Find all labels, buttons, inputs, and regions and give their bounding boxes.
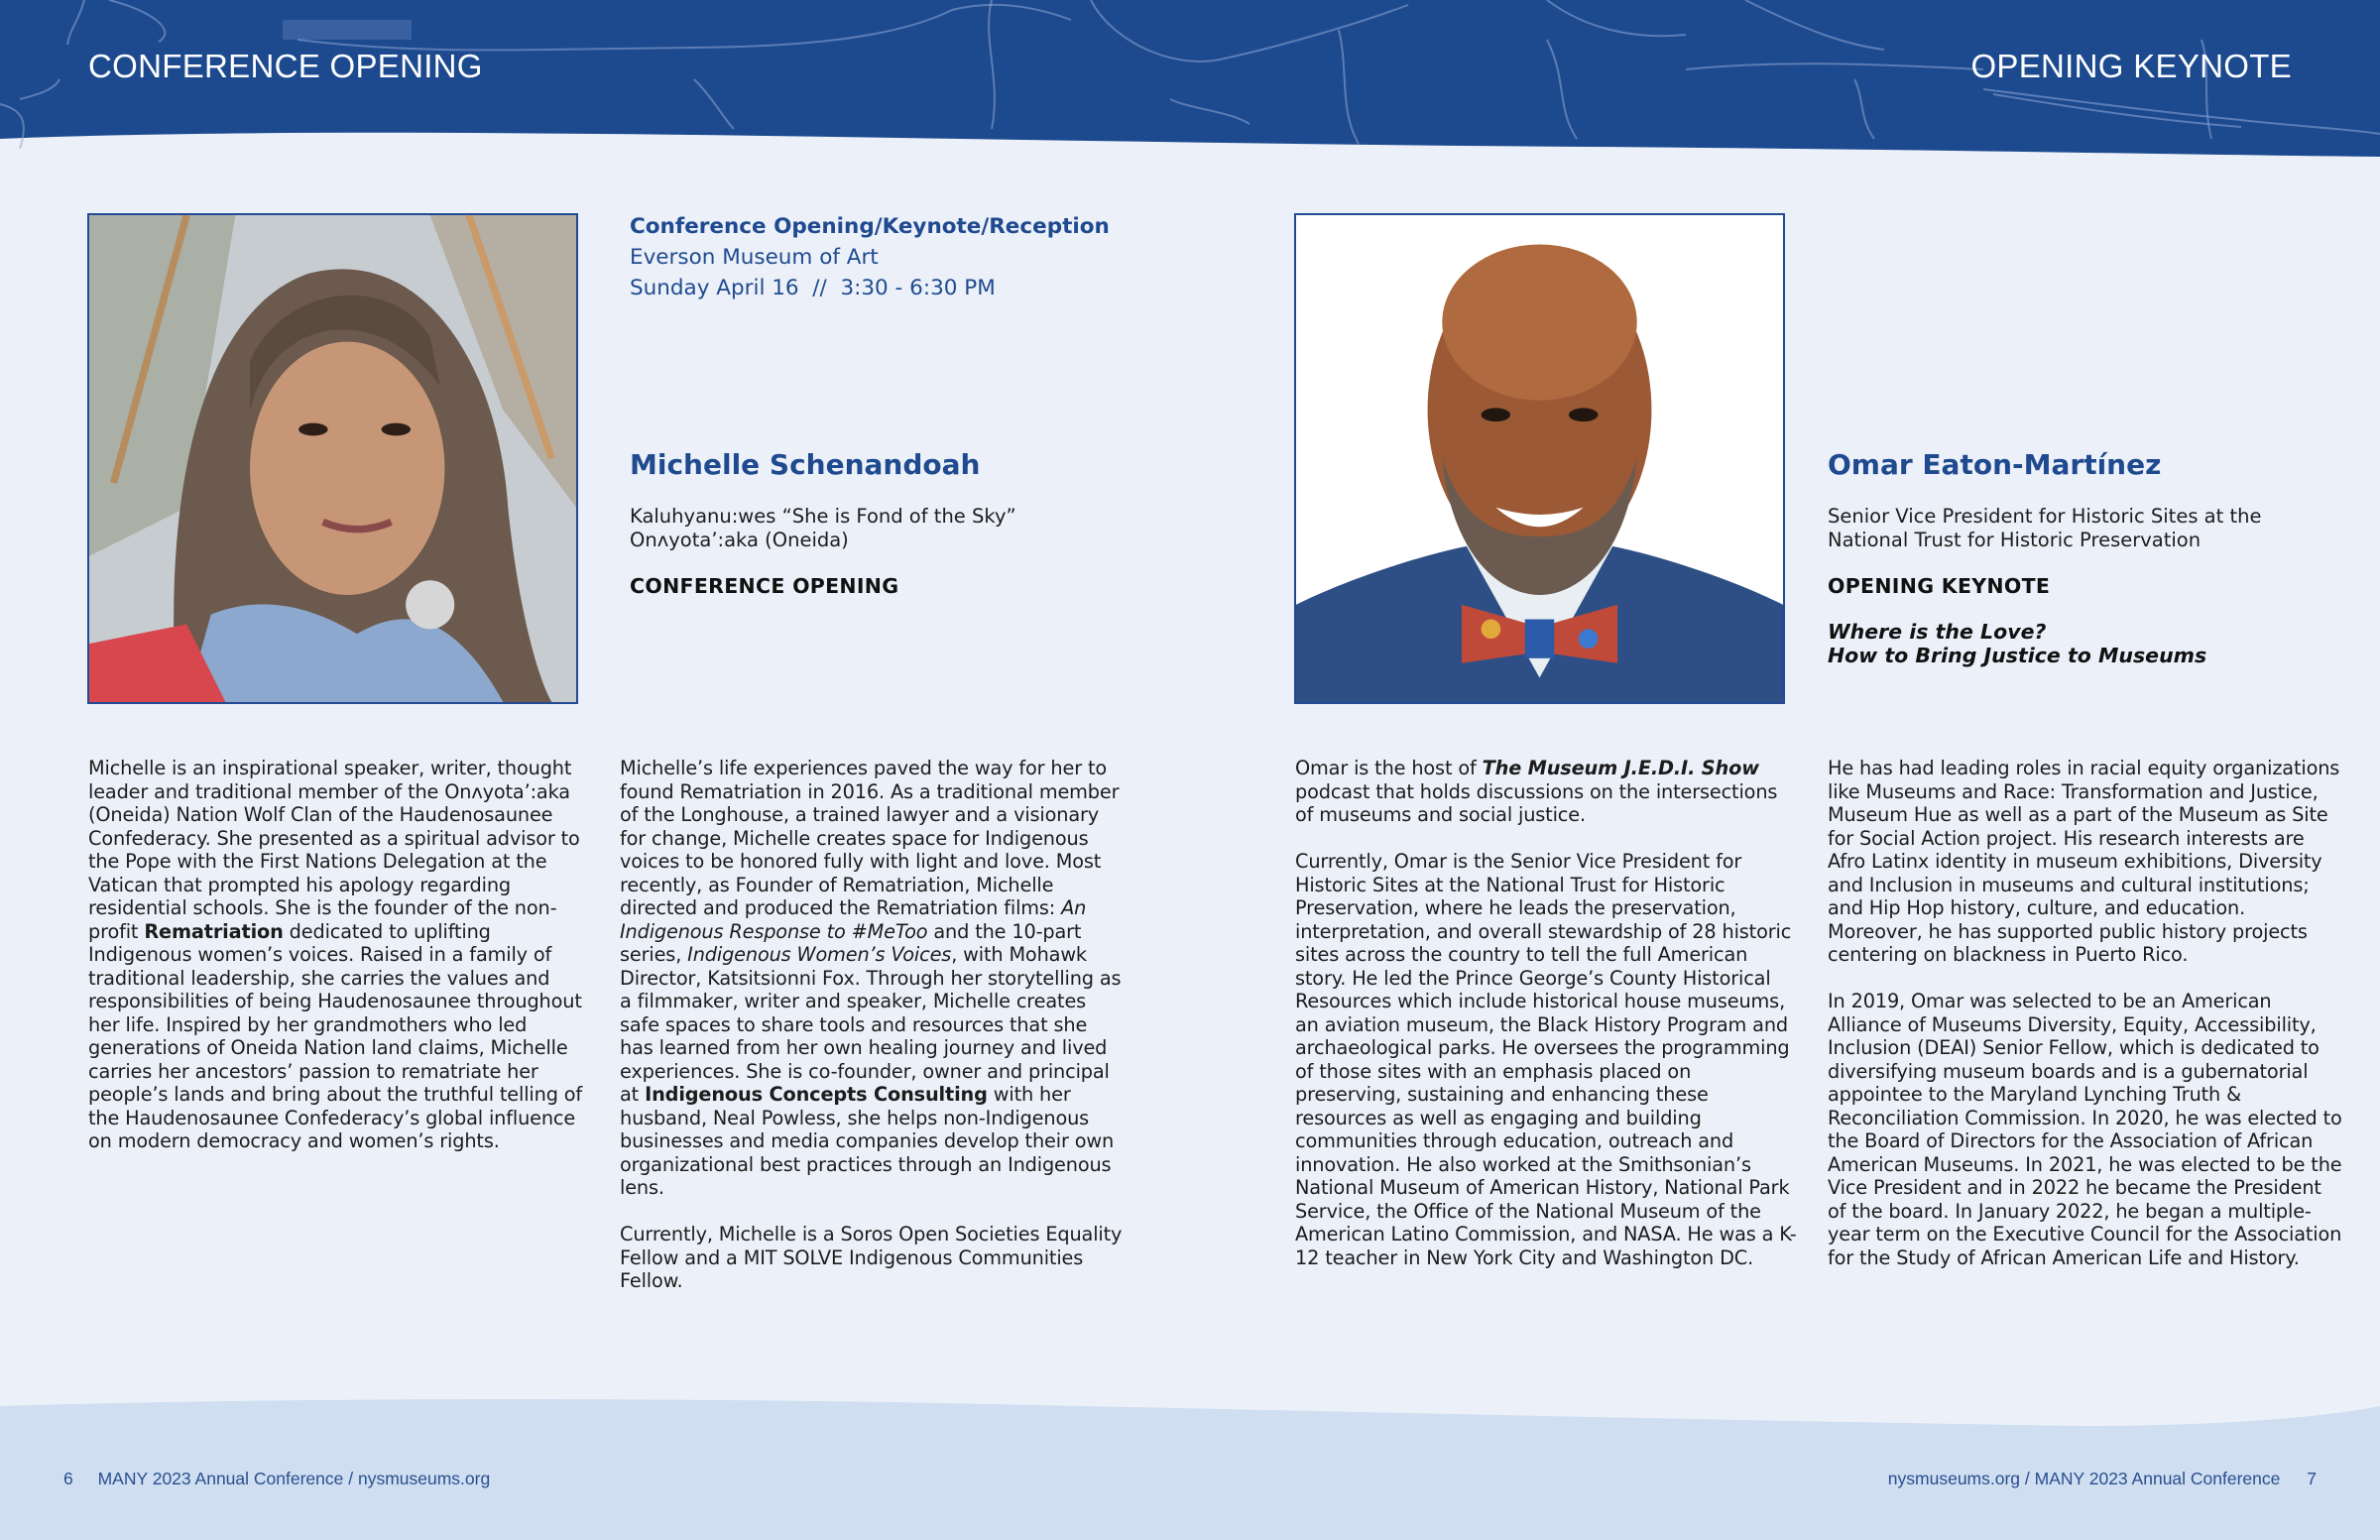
speaker-role-omar: OPENING KEYNOTE	[1828, 574, 2051, 598]
footer-left-text: MANY 2023 Annual Conference / nysmuseums.org	[97, 1469, 491, 1488]
event-info	[630, 211, 1110, 303]
bio-paragraph: Currently, Michelle is a Soros Open Societies Equality Fellow and a MIT SOLVE Indigenous Communities Fellow.	[620, 1223, 1123, 1292]
bio-text: Michelle’s life experiences paved the way for her to found Rematriation in 2016. As a traditional member of the Longhouse, a trained lawyer and a visionary for change, Michelle creates space for Indigenous voices to be honored fully with light and love. Most recently, as Founder of Rematriation, Michelle directed and produced the Rematriation films:	[620, 757, 1120, 919]
speaker-name-michelle: Michelle Schenandoah	[630, 448, 981, 481]
series-title: Indigenous Women’s Voices	[687, 943, 952, 966]
bio-text: and the 10-part series,	[620, 919, 1082, 966]
bio-paragraph: In 2019, Omar was selected to be an American Alliance of Museums Diversity, Equity, Accessibility, Inclusion (DEAI) Senior Fellow, which is dedicated to diversifying museum boards and is a gubernatorial appointee to the Maryland Lynching Truth & Reconciliation Commission. In 2020, he was elected to the Board of Directors for the Association of African American Museums. In 2021, he was elected to be the Vice President and in 2022 he became the President of the board. In January 2022, he began a multiple-year term on the Executive Council for the Association for the Study of African American Life and History.	[1828, 990, 2342, 1269]
speaker-name-omar: Omar Eaton-Martínez	[1828, 448, 2162, 481]
speaker-subtitle-omar	[1828, 505, 2261, 552]
subtitle-line: National Trust for Historic Preservation	[1828, 529, 2202, 551]
podcast-title: The Museum J.E.D.I. Show	[1482, 757, 1759, 779]
speaker-photo-michelle	[87, 213, 578, 704]
bio-paragraph: Currently, Omar is the Senior Vice President for Historic Sites at the National Trust for Historic Preservation, where he leads the preservation, interpretation, and overall stewardship of 28 historic sites across the country to tell the full American story. He led the Prince George’s County Historical Resources which include historical house museums, an aviation museum, the Black History Program and archaeological parks. He oversees the programming of those sites with an emphasis placed on preserving, sustaining and enhancing these resources as well as engaging and building communities through education, outreach and innovation. He also worked at the Smithsonian’s National Museum of American History, National Park Service, the Office of the National Museum of the American Latino Commission, and NASA. He was a K-12 teacher in New York City and Washington DC.	[1295, 850, 1797, 1269]
subtitle-line: Kaluhyanu:wes “She is Fond of the Sky”	[630, 505, 1016, 528]
speaker-photo-omar	[1294, 213, 1785, 704]
bio-column-omar-2	[1828, 757, 2343, 1293]
bio-column-omar-1	[1295, 757, 1801, 1293]
bio-paragraph	[1295, 757, 1801, 827]
page-number-right: 7	[2307, 1469, 2317, 1488]
portrait-woman-icon	[89, 215, 576, 702]
talk-title-line: Where is the Love?	[1828, 620, 2047, 644]
bio-text: with her husband, Neal Powless, she helps non-Indigenous businesses and media companies develop their own organizational best practices through an Indigenous lens.	[620, 1083, 1115, 1199]
bio-text: Omar is the host of	[1295, 757, 1483, 779]
bio-text: podcast that holds discussions on the intersections of museums and social justice.	[1295, 779, 1778, 826]
bio-org-name: Indigenous Concepts Consulting	[645, 1083, 988, 1106]
portrait-man-icon	[1296, 215, 1783, 702]
bio-text: , with Mohawk Director, Katsitsionni Fox. Through her storytelling as a filmmaker, writer and speaker, Michelle creates safe spaces to share tools and resources that she has learned from her own healing journey and lived experiences. She is co-founder, owner and principal at	[620, 943, 1122, 1106]
speaker-role-michelle: CONFERENCE OPENING	[630, 574, 899, 598]
footer-right	[1888, 1469, 2317, 1489]
bio-column-michelle-1	[88, 757, 589, 1176]
speaker-subtitle-michelle	[630, 505, 1016, 552]
page-number-left: 6	[63, 1469, 73, 1488]
bio-paragraph	[88, 757, 589, 1153]
bio-paragraph: He has had leading roles in racial equity organizations like Museums and Race: Transformation and Justice, Museum Hue as well as a part of the Museum as Site for Social Action project. His research interests are Afro Latinx identity in museum exhibitions, Diversity and Inclusion in museums and cultural institutions; and Hip Hop history, culture, and education. Moreover, he has supported public history projects centering on blackness in Puerto Rico.	[1828, 757, 2340, 966]
keynote-talk-title	[1828, 620, 2206, 667]
footer-band	[0, 1388, 2380, 1540]
footer-right-text: nysmuseums.org / MANY 2023 Annual Conference	[1887, 1469, 2281, 1488]
bio-text: Michelle is an inspirational speaker, writer, thought leader and traditional member of the Onʌyota’:aka (Oneida) Nation Wolf Clan of the Haudenosaunee Confederacy. She presented as a spiritual advisor to the Pope with the First Nations Delegation at the Vatican that prompted his apology regarding residential schools. She is the founder of the non-profit	[88, 757, 580, 943]
subtitle-line: Onʌyota’:aka (Oneida)	[630, 529, 849, 551]
bio-paragraph	[620, 757, 1126, 1200]
bio-text: dedicated to uplifting Indigenous women’s voices. Raised in a family of traditional leadership, she carries the values and responsibilities of being Haudenosaunee throughout her life. Inspired by her grandmothers who led generations of Oneida Nation land claims, Michelle carries her ancestors’ passion to rematriate her people’s lands and bring about the truthful telling of the Haudenosaunee Confederacy’s global influence on modern democracy and women’s rights.	[88, 919, 583, 1152]
bio-column-michelle-2	[620, 757, 1126, 1316]
event-venue: Everson Museum of Art	[630, 245, 879, 270]
bio-org-name: Rematriation	[144, 919, 284, 943]
film-title: An Indigenous Response to #MeToo	[620, 896, 1087, 943]
event-title: Conference Opening/Keynote/Reception	[630, 214, 1110, 239]
section-label-opening-keynote: OPENING KEYNOTE	[1970, 48, 2292, 84]
section-label-conference-opening: CONFERENCE OPENING	[88, 48, 483, 84]
event-datetime: Sunday April 16 // 3:30 - 6:30 PM	[630, 276, 996, 300]
subtitle-line: Senior Vice President for Historic Sites at the	[1828, 505, 2262, 528]
footer-left	[63, 1469, 490, 1489]
talk-title-line: How to Bring Justice to Museums	[1828, 644, 2207, 667]
